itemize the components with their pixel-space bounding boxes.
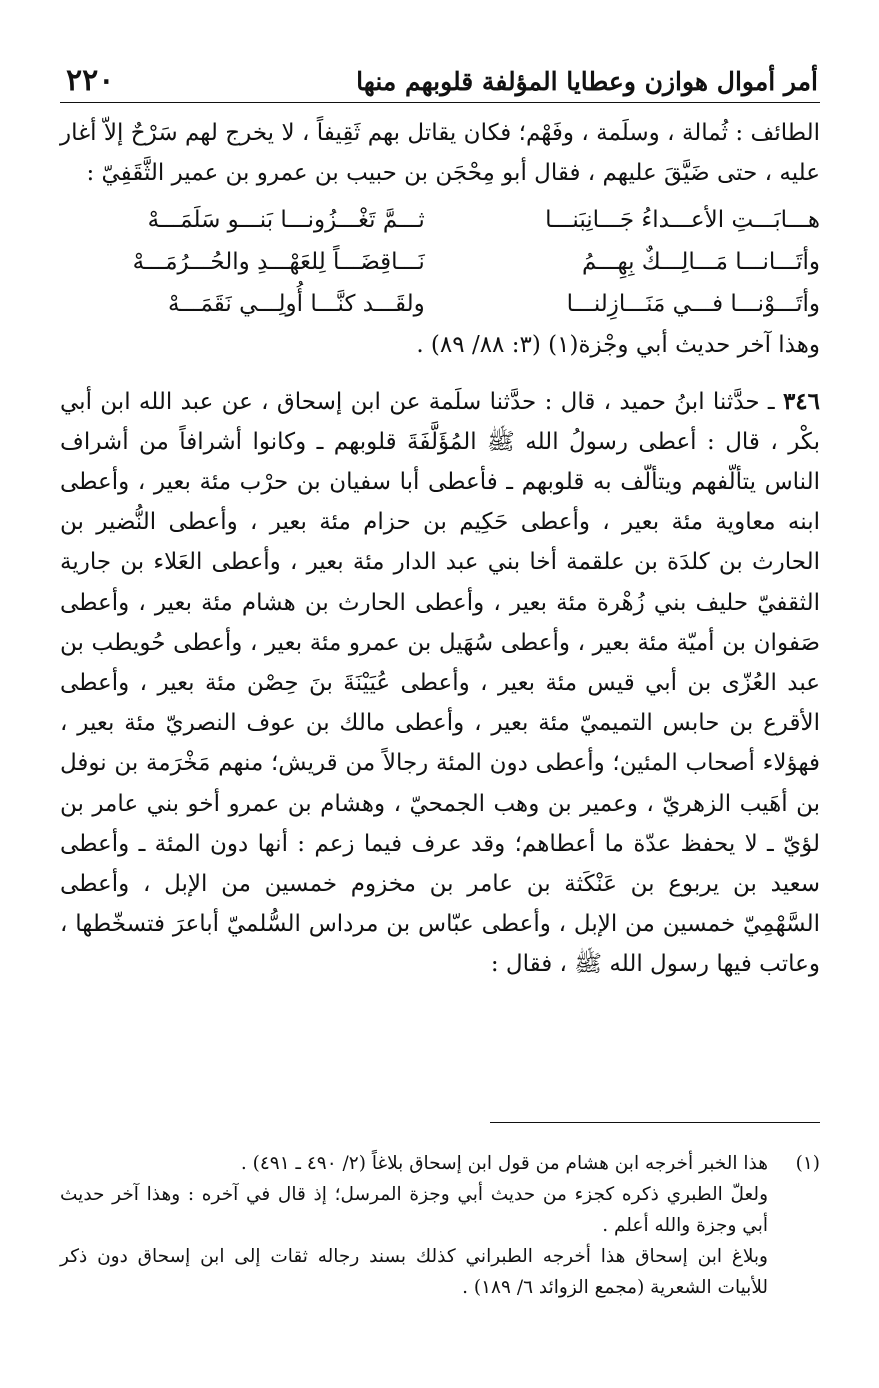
verse-first-hemistich: وأتَـــانـــا مَـــالِـــكٌ بِهِـــمُ [581,249,820,276]
page-header [60,40,820,103]
footnote-line: وبلاغ ابن إسحاق هذا أخرجه الطبراني كذلك بسند رجاله ثقات إلى ابن إسحاق دون ذكر للأبيات الشعرية (مجمع الزوائد ٦/ ١٨٩) . [60,1246,768,1298]
book-page [60,40,820,1360]
footnote-text [60,1148,768,1303]
verses-source-line: وهذا آخر حديث أبي وجْزة(١) (٣: ٨٨/ ٨٩) . [416,332,820,359]
verse-second-hemistich: ولقَـــد كنَّـــا أُولِـــي نَقَمَـــهْ [167,291,425,318]
footnote-separator [490,1122,820,1123]
verse-second-hemistich: نَـــاقِضَـــاً لِلعَهْـــدِ والحُـــرُمَـــهْ [132,249,425,276]
hadith-paragraph [60,382,820,985]
footnotes [60,1148,820,1303]
poem-verses [60,199,820,325]
verse-first-hemistich: وأتَـــوْنـــا فـــي مَنَـــازِلنـــا [566,291,820,318]
footnote-marker: (١) [795,1153,820,1174]
footnote-item [60,1148,820,1303]
running-title: أمر أموال هوازن وعطايا المؤلفة قلوبهم منها [356,67,818,96]
paragraph-text: ـ حدَّثنا ابنُ حميد ، قال : حدَّثنا سلَمة عن ابن إسحاق ، عن عبد الله ابن أبي بكْر ، قال : أعطى رسولُ الله ﷺ المُؤَلَّفَةَ قلوبهم ـ وكانوا أشرافاً من أشراف الناس يتألّفهم ويتألّف به قلوبهم ـ فأعطى أبا سفيان بن حرْب مئة بعير ، وأعطى ابنه معاوية مئة بعير ، وأعطى حَكِيم بن حزام مئة بعير ، وأعطى النُّضير بن الحارث بن كلدَة بن علقمة أخا بني عبد الدار مئة بعير ، وأعطى العَلاء بن جارية الثقفيّ حليف بني زُهْرة مئة بعير ، وأعطى الحارث بن هشام مئة بعير ، وأعطى صَفوان بن أميّة مئة بعير ، وأعطى سُهَيل بن عمرو مئة بعير ، وأعطى حُويطب بن عبد العُزّى بن أبي قيس مئة بعير ، وأعطى عُيَيْنَةَ بنَ حِصْن مئة بعير ، وأعطى الأقرع بن حابس التميميّ مئة بعير ، وأعطى مالك بن عوف النصريّ مئة بعير ، فهؤلاء أصحاب المئين؛ وأعطى دون المئة رجالاً من قريش؛ منهم مَخْرَمة بن نوفل بن أهَيب الزهريّ ، وعمير بن وهب الجمحيّ ، وهشام بن عمرو أخو بني عامر بن لؤيّ ـ لا يحفظ عدّة ما أعطاهم؛ وقد عرف فيما زعم : أنها دون المئة ـ وأعطى سعيد بن يربوع بن عَنْكَثة بن عامر بن مخزوم خمسين من الإبل ، وأعطى السَّهْمِيّ خمسين من الإبل ، وأعطى عبّاس بن مرداس السُّلميّ أباعرَ فتسخّطها ، وعاتب فيها رسول الله ﷺ ، فقال : [60,388,821,978]
verse-row [60,283,820,325]
verse-first-hemistich: هـــابَـــتِ الأعـــداءُ جَـــانِبَنـــا [545,207,820,234]
footnote-line: ولعلّ الطبري ذكره كجزء من حديث أبي وجزة المرسل؛ إذ قال في آخره : وهذا آخر حديث أبي وجزة والله أعلم . [60,1184,768,1236]
main-text [60,113,820,985]
paragraph-number: ٣٤٦ [782,387,820,415]
verse-row [60,241,820,283]
page-number: ٢٢٠ [66,63,115,98]
verse-row [60,199,820,241]
verse-second-hemistich: ثـــمَّ تَغْـــزُونـــا بَنـــو سَلَمَـــهْ [147,207,425,234]
intro-paragraph: الطائف : ثُمالة ، وسلَمة ، وفَهْم؛ فكان يقاتل بهم ثَقِيفاً ، لا يخرج لهم سَرْحٌ إلاّ أغار عليه ، حتى ضَيَّقَ عليهم ، فقال أبو مِحْجَن بن حبيب بن عمرو بن عمير الثَّقَفِيّ : [60,120,820,187]
footnote-line: هذا الخبر أخرجه ابن هشام من قول ابن إسحاق بلاغاً (٢/ ٤٩٠ ـ ٤٩١) . [240,1153,768,1174]
